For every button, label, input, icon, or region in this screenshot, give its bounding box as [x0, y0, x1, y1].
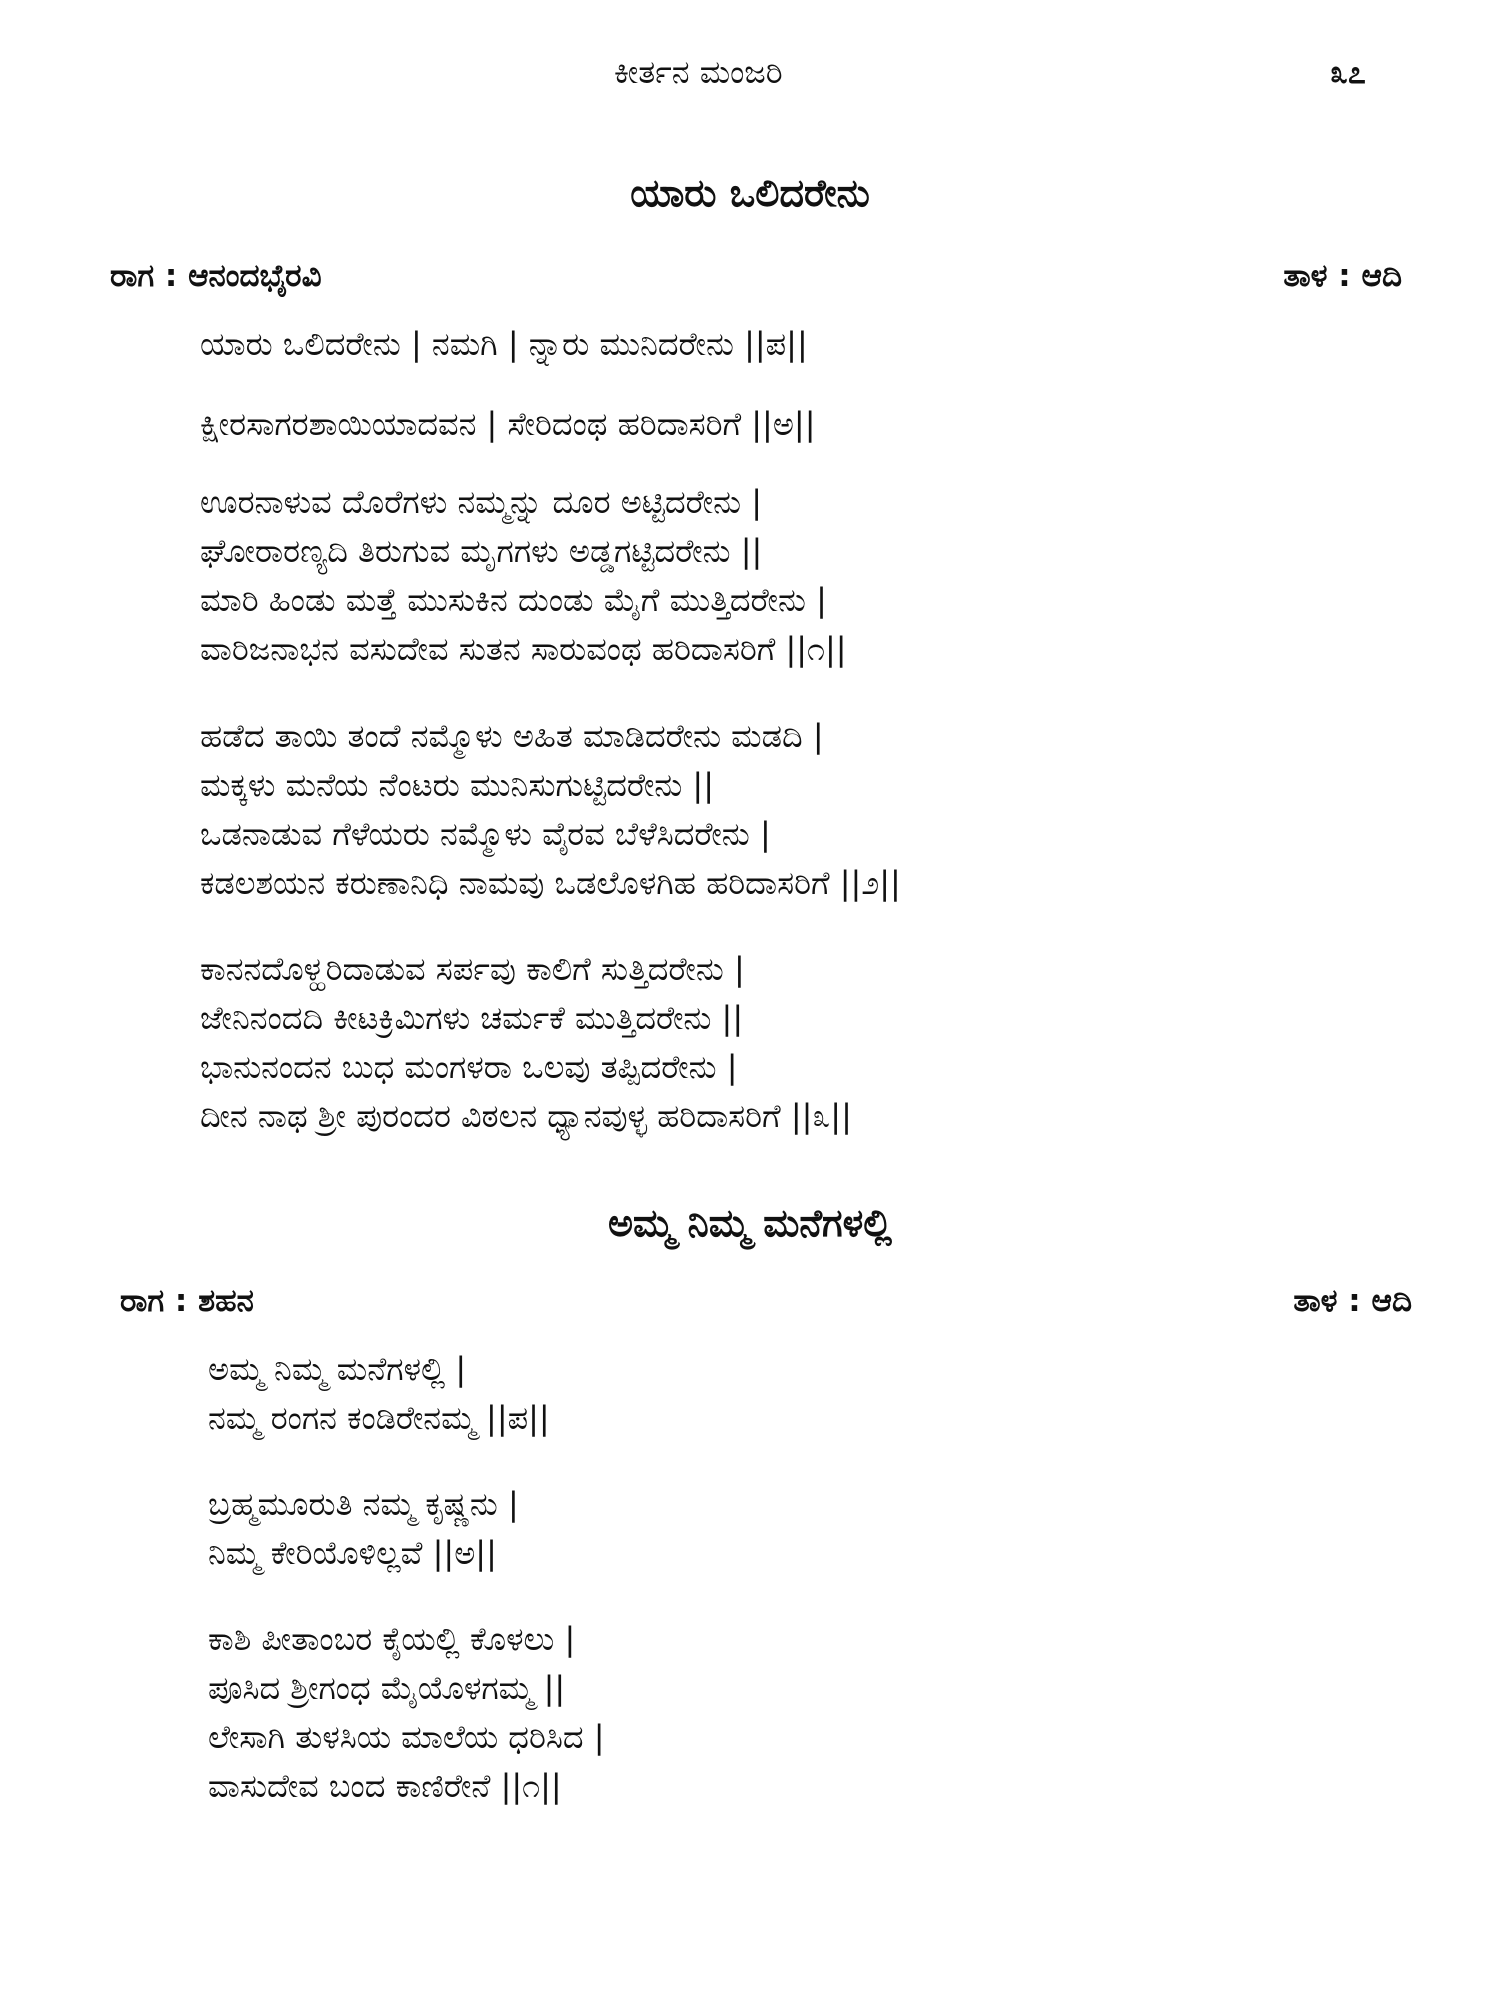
lyric-line: ಒಡನಾಡುವ ಗೆಳೆಯರು ನಮ್ಮೊಳು ವೈರವ ಬೆಳೆಸಿದರೇನು |	[200, 815, 771, 853]
stanza-anupallavi	[200, 400, 816, 449]
lyric-line: ಕಾನನದೊಳ್ಹರಿದಾಡುವ ಸರ್ಪವು ಕಾಲಿಗೆ ಸುತ್ತಿದರೇನು |	[200, 950, 745, 988]
stanza-pallavi	[208, 1345, 550, 1443]
lyric-line: ಜೇನಿನಂದದಿ ಕೀಟಕ್ರಿಮಿಗಳು ಚರ್ಮಕೆ ಮುತ್ತಿದರೇನು ||	[200, 999, 744, 1037]
stanza-charana-3	[200, 945, 852, 1141]
stanza-anupallavi	[208, 1480, 519, 1578]
stanza-pallavi	[200, 320, 808, 369]
lyric-line: ಕಾಶಿ ಪೀತಾಂಬರ ಕೈಯಲ್ಲಿ ಕೊಳಲು |	[208, 1620, 576, 1658]
stanza-charana-1	[208, 1615, 605, 1811]
lyric-line: ಕ್ಷೀರಸಾಗರಶಾಯಿಯಾದವನ | ಸೇರಿದಂಥ ಹರಿದಾಸರಿಗೆ ||ಅ||	[200, 405, 816, 443]
tala-label: ತಾಳ : ಆದಿ	[1293, 1283, 1412, 1319]
lyric-line: ಅಮ್ಮ ನಿಮ್ಮ ಮನೆಗಳಲ್ಲಿ |	[208, 1350, 467, 1388]
song-title: ಅಮ್ಮ ನಿಮ್ಮ ಮನೆಗಳಲ್ಲಿ	[608, 1201, 892, 1245]
lyric-line: ನಮ್ಮ ರಂಗನ ಕಂಡಿರೇನಮ್ಮ ||ಪ||	[208, 1399, 550, 1437]
stanza-charana-1	[200, 478, 847, 674]
lyric-line: ಭಾನುನಂದನ ಬುಧ ಮಂಗಳರಾ ಒಲವು ತಪ್ಪಿದರೇನು |	[200, 1048, 738, 1086]
lyric-line: ವಾರಿಜನಾಭನ ವಸುದೇವ ಸುತನ ಸಾರುವಂಥ ಹರಿದಾಸರಿಗೆ ||೧||	[200, 630, 847, 668]
lyric-line: ಪೂಸಿದ ಶ್ರೀಗಂಧ ಮೈಯೊಳಗಮ್ಮ ||	[208, 1669, 566, 1707]
raga-label: ರಾಗ : ಆನಂದಭೈರವಿ	[110, 258, 322, 294]
running-title: ಕೀರ್ತನ ಮಂಜರಿ	[614, 53, 783, 91]
lyric-line: ವಾಸುದೇವ ಬಂದ ಕಾಣಿರೇನೆ ||೧||	[208, 1767, 562, 1805]
lyric-line: ಮಕ್ಕಳು ಮನೆಯ ನೆಂಟರು ಮುನಿಸುಗುಟ್ಟಿದರೇನು ||	[200, 766, 714, 804]
lyric-line: ಯಾರು ಒಲಿದರೇನು | ನಮಗಿ | ನ್ನಾರು ಮುನಿದರೇನು ||ಪ||	[200, 325, 808, 363]
lyric-line: ಊರನಾಳುವ ದೊರೆಗಳು ನಮ್ಮನ್ನು ದೂರ ಅಟ್ಟಿದರೇನು |	[200, 483, 762, 521]
lyric-line: ಮಾರಿ ಹಿಂಡು ಮತ್ತೆ ಮುಸುಕಿನ ದುಂಡು ಮೈಗೆ ಮುತ್ತಿದರೇನು |	[200, 581, 827, 619]
lyric-line: ನಿಮ್ಮ ಕೇರಿಯೊಳಿಲ್ಲವೆ ||ಅ||	[208, 1534, 497, 1572]
lyric-line: ದೀನ ನಾಥ ಶ್ರೀ ಪುರಂದರ ವಿಠಲನ ಧ್ಯಾನವುಳ್ಳ ಹರಿದಾಸರಿಗೆ ||೩||	[200, 1097, 852, 1135]
page-header	[0, 48, 1500, 98]
lyric-line: ಘೋರಾರಣ್ಯದಿ ತಿರುಗುವ ಮೃಗಗಳು ಅಡ್ಡಗಟ್ಟಿದರೇನು ||	[200, 532, 763, 570]
lyric-line: ಹಡೆದ ತಾಯಿ ತಂದೆ ನಮ್ಮೊಳು ಅಹಿತ ಮಾಡಿದರೇನು ಮಡದಿ |	[200, 717, 824, 755]
lyric-line: ಬ್ರಹ್ಮಮೂರುತಿ ನಮ್ಮ ಕೃಷ್ಣನು |	[208, 1485, 519, 1523]
lyric-line: ಲೇಸಾಗಿ ತುಳಸಿಯ ಮಾಲೆಯ ಧರಿಸಿದ |	[208, 1718, 605, 1756]
tala-label: ತಾಳ : ಆದಿ	[1283, 258, 1402, 294]
raga-label: ರಾಗ : ಶಹನ	[120, 1283, 254, 1319]
song-title: ಯಾರು ಒಲಿದರೇನು	[630, 171, 870, 215]
lyric-line: ಕಡಲಶಯನ ಕರುಣಾನಿಧಿ ನಾಮವು ಒಡಲೊಳಗಿಹ ಹರಿದಾಸರಿಗೆ ||೨||	[200, 864, 901, 902]
stanza-charana-2	[200, 712, 901, 908]
page-number: ೩೭	[1330, 53, 1366, 91]
